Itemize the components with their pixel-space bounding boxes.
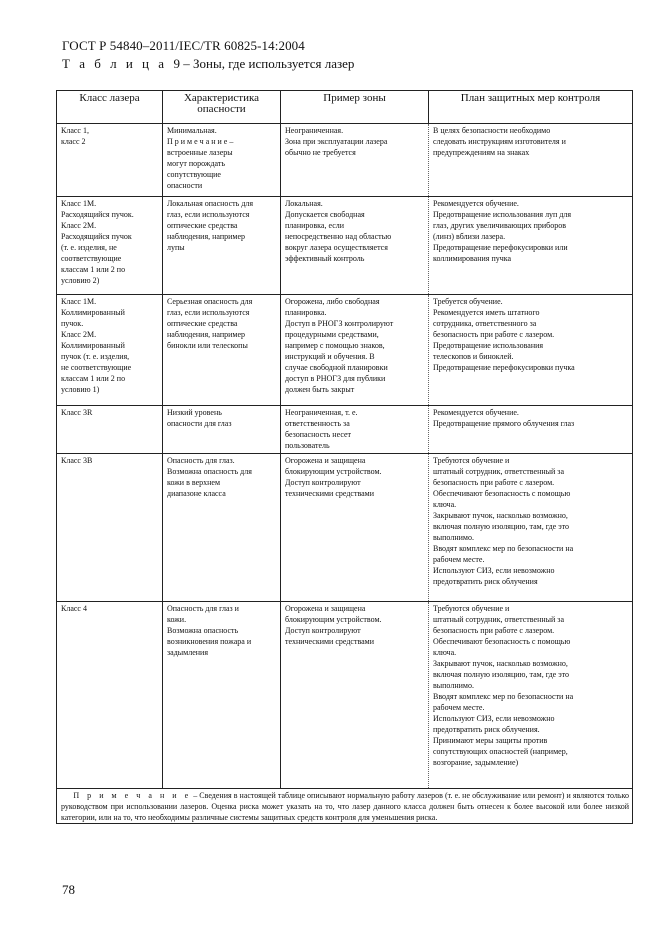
cell-line: Класс 2М. xyxy=(61,221,97,230)
cell-line: наблюдения, например xyxy=(167,232,246,241)
cell-line: сотрудника, ответственного за xyxy=(433,319,537,328)
table-note-row xyxy=(57,789,633,824)
cell-line: Предотвращение использования xyxy=(433,341,544,350)
cell-laser-class xyxy=(57,295,163,406)
cell-line: ключа. xyxy=(433,648,457,657)
cell-line: встроенные лазеры xyxy=(167,148,233,157)
cell-line: Класс 1М. xyxy=(61,297,97,306)
cell-line: опасности xyxy=(167,181,203,190)
cell-line: техническими средствами xyxy=(285,489,375,498)
cell-line: Рекомендуется обучение. xyxy=(433,408,519,417)
cell-control-plan xyxy=(429,454,633,602)
cell-line: непосредственно над областью xyxy=(285,232,392,241)
cell-line: штатный сотрудник, ответственный за xyxy=(433,615,565,624)
cell-line: Расходящийся пучок. xyxy=(61,210,134,219)
cell-line: Доступ в РНОГЗ контролируют xyxy=(285,319,394,328)
cell-line: диапазоне класса xyxy=(167,489,226,498)
cell-line: Низкий уровень xyxy=(167,408,222,417)
cell-line: соответствующие xyxy=(61,254,122,263)
cell-line: сопутствующих опасностей (например, xyxy=(433,747,568,756)
table-caption xyxy=(62,56,622,72)
cell-line: В целях безопасности необходимо xyxy=(433,126,551,135)
cell-line: Возможна опасность для xyxy=(167,467,252,476)
table-row xyxy=(57,124,633,197)
cell-line: кожи. xyxy=(167,615,187,624)
cell-line: выполнимо. xyxy=(433,533,474,542)
cell-line: включая полную изоляцию, там, где это xyxy=(433,522,570,531)
cell-line: планировка, если xyxy=(285,221,345,230)
cell-zone-example xyxy=(281,197,429,295)
cell-line: безопасность при работе с лазером. xyxy=(433,626,555,635)
cell-line: пучок (т. е. изделия, xyxy=(61,352,130,361)
cell-line: Опасность для глаз и xyxy=(167,604,239,613)
cell-line: классам 1 или 2 по xyxy=(61,374,126,383)
cell-line: инструкций и обучения. В xyxy=(285,352,375,361)
cell-line: телескопов и биноклей. xyxy=(433,352,514,361)
cell-line: вокруг лазера осуществляется xyxy=(285,243,388,252)
cell-control-plan xyxy=(429,406,633,454)
cell-line: техническими средствами xyxy=(285,637,375,646)
cell-line: Допускается свободная xyxy=(285,210,365,219)
cell-line: пользователь xyxy=(285,441,330,450)
cell-hazard xyxy=(163,295,281,406)
cell-line: глаз, других увеличивающих приборов xyxy=(433,221,567,230)
cell-line: возгорание, задымление) xyxy=(433,758,519,767)
cell-line: Опасность для глаз. xyxy=(167,456,235,465)
cell-line: Требуются обучение и xyxy=(433,456,510,465)
cell-zone-example xyxy=(281,295,429,406)
cell-zone-example xyxy=(281,602,429,789)
cell-hazard xyxy=(163,197,281,295)
cell-line: блокирующим устройством. xyxy=(285,467,382,476)
cell-laser-class xyxy=(57,124,163,197)
cell-line: Обеспечивают безопасность с помощью xyxy=(433,489,571,498)
cell-line: классам 1 или 2 по xyxy=(61,265,126,274)
cell-line: Огорожена и защищена xyxy=(285,456,366,465)
cell-line: задымления xyxy=(167,648,209,657)
table-row xyxy=(57,197,633,295)
cell-line: Неограниченная, т. е. xyxy=(285,408,358,417)
cell-line: условию 2) xyxy=(61,276,100,285)
cell-line: Вводят комплекс мер по безопасности на xyxy=(433,544,574,553)
cell-laser-class xyxy=(57,406,163,454)
cell-line: Огорожена и защищена xyxy=(285,604,366,613)
cell-line: глаз, если используются xyxy=(167,210,250,219)
cell-zone-example xyxy=(281,406,429,454)
cell-control-plan xyxy=(429,295,633,406)
cell-line: Неограниченная. xyxy=(285,126,344,135)
cell-line: коллимирования пучка xyxy=(433,254,512,263)
cell-line: Предотвращение прямого облучения глаз xyxy=(433,419,575,428)
cell-line: пучок. xyxy=(61,319,84,328)
cell-control-plan xyxy=(429,197,633,295)
page-header xyxy=(62,38,622,72)
page-number: 78 xyxy=(62,882,75,897)
column-header-zone-example: Пример зоны xyxy=(281,91,429,124)
cell-line: наблюдения, например xyxy=(167,330,246,339)
cell-line: штатный сотрудник, ответственный за xyxy=(433,467,565,476)
cell-hazard xyxy=(163,602,281,789)
table-row xyxy=(57,406,633,454)
standard-designation: ГОСТ Р 54840–2011/IEC/TR 60825-14:2004 xyxy=(62,38,305,53)
cell-line: П р и м е ч а н и е – xyxy=(167,137,234,146)
cell-line: Класс 4 xyxy=(61,604,87,613)
table-word: Т а б л и ц а xyxy=(62,56,167,71)
cell-line: обычно не требуется xyxy=(285,148,356,157)
cell-line: оптические средства xyxy=(167,319,238,328)
cell-line: (т. е. изделия, не xyxy=(61,243,117,252)
cell-line: Зона при эксплуатации лазера xyxy=(285,137,388,146)
table-note xyxy=(57,789,633,824)
cell-line: Минимальная. xyxy=(167,126,217,135)
cell-line: Обеспечивают безопасность с помощью xyxy=(433,637,571,646)
cell-line: Класс 1, xyxy=(61,126,89,135)
cell-line: Расходящийся пучок xyxy=(61,232,132,241)
cell-line: оптические средства xyxy=(167,221,238,230)
table-row xyxy=(57,602,633,789)
cell-laser-class xyxy=(57,197,163,295)
cell-line: Класс 2М. xyxy=(61,330,97,339)
cell-line: эффективный контроль xyxy=(285,254,365,263)
cell-line: предотвратить риск облучения. xyxy=(433,725,540,734)
cell-hazard xyxy=(163,406,281,454)
cell-line: рабочем месте. xyxy=(433,703,485,712)
cell-line: Рекомендуется иметь штатного xyxy=(433,308,540,317)
cell-line: Доступ контролируют xyxy=(285,626,361,635)
cell-line: планировка. xyxy=(285,308,327,317)
cell-line: Серьезная опасность для xyxy=(167,297,253,306)
cell-line: блокирующим устройством. xyxy=(285,615,382,624)
cell-line: возникновения пожара и xyxy=(167,637,252,646)
cell-line: Рекомендуется обучение. xyxy=(433,199,519,208)
cell-line: опасности для глаз xyxy=(167,419,232,428)
cell-line: Коллимированный xyxy=(61,341,125,350)
cell-laser-class xyxy=(57,602,163,789)
cell-control-plan xyxy=(429,124,633,197)
cell-line: лупы xyxy=(167,243,185,252)
cell-line: класс 2 xyxy=(61,137,86,146)
cell-line: сопутствующие xyxy=(167,170,221,179)
cell-line: (линз) вблизи лазера. xyxy=(433,232,506,241)
column-header-hazard: Характеристика опасности xyxy=(163,91,281,124)
note-text: – Сведения в настоящей таблице описывают нормальную работу лазеров (т. е. не обслуживание или ремонт) и являются только руководством при использовании лазеров. Оценка риска может указать на то, что лазер данного класса должен быть отнесен к более высокой или более низкой категории, или на то, что необходимы различные системы защитных средств контроля для уменьшения риска. xyxy=(61,791,630,822)
cell-line: Используют СИЗ, если невозможно xyxy=(433,714,555,723)
cell-line: включая полную изоляцию, там, где это xyxy=(433,670,570,679)
cell-hazard xyxy=(163,124,281,197)
cell-line: случае свободной планировки xyxy=(285,363,388,372)
cell-line: Доступ контролируют xyxy=(285,478,361,487)
cell-line: ответственность за xyxy=(285,419,350,428)
cell-line: предотвратить риск облучения xyxy=(433,577,538,586)
cell-line: Класс 3В xyxy=(61,456,93,465)
cell-line: Локальная. xyxy=(285,199,323,208)
table-title: – Зоны, где используется лазер xyxy=(180,56,355,71)
cell-line: Закрывают пучок, насколько возможно, xyxy=(433,511,568,520)
cell-line: должен быть закрыт xyxy=(285,385,355,394)
cell-line: могут порождать xyxy=(167,159,226,168)
cell-line: Возможна опасность xyxy=(167,626,239,635)
cell-line: Предотвращение использования луп для xyxy=(433,210,572,219)
cell-line: Требуются обучение и xyxy=(433,604,510,613)
cell-line: условию 1) xyxy=(61,385,100,394)
table-row xyxy=(57,295,633,406)
table-number: 9 xyxy=(173,56,180,71)
cell-line: Локальная опасность для xyxy=(167,199,254,208)
cell-line: Класс 1М. xyxy=(61,199,97,208)
cell-control-plan xyxy=(429,602,633,789)
cell-line: Требуется обучение. xyxy=(433,297,503,306)
cell-line: Класс 3R xyxy=(61,408,93,417)
cell-line: Огорожена, либо свободная xyxy=(285,297,380,306)
cell-line: следовать инструкциям изготовителя и xyxy=(433,137,566,146)
cell-zone-example xyxy=(281,454,429,602)
cell-line: Коллимированный xyxy=(61,308,125,317)
cell-laser-class xyxy=(57,454,163,602)
cell-hazard xyxy=(163,454,281,602)
cell-line: Принимают меры защиты против xyxy=(433,736,548,745)
cell-line: не соответствующие xyxy=(61,363,132,372)
cell-line: бинокли или телескопы xyxy=(167,341,248,350)
note-label: П р и м е ч а н и е xyxy=(73,791,192,800)
cell-line: например с помощью знаков, xyxy=(285,341,385,350)
column-header-control-plan: План защитных мер контроля xyxy=(429,91,633,124)
cell-line: процедурными средствами, xyxy=(285,330,379,339)
column-header-laser-class: Класс лазера xyxy=(57,91,163,124)
cell-line: Предотвращение перефокусировки пучка xyxy=(433,363,575,372)
cell-line: ключа. xyxy=(433,500,457,509)
cell-line: безопасность при работе с лазером. xyxy=(433,330,555,339)
cell-line: кожи в верхнем xyxy=(167,478,221,487)
cell-line: Закрывают пучок, насколько возможно, xyxy=(433,659,568,668)
cell-line: безопасность несет xyxy=(285,430,352,439)
table-header-row xyxy=(57,91,633,124)
cell-line: рабочем месте. xyxy=(433,555,485,564)
cell-line: доступ в РНОГЗ для публики xyxy=(285,374,386,383)
cell-line: Вводят комплекс мер по безопасности на xyxy=(433,692,574,701)
cell-line: выполнимо. xyxy=(433,681,474,690)
cell-zone-example xyxy=(281,124,429,197)
cell-line: глаз, если используются xyxy=(167,308,250,317)
cell-line: Используют СИЗ, если невозможно xyxy=(433,566,555,575)
cell-line: безопасность при работе с лазером. xyxy=(433,478,555,487)
cell-line: Предотвращение перефокусировки или xyxy=(433,243,568,252)
laser-zones-table xyxy=(56,90,633,824)
table-row xyxy=(57,454,633,602)
cell-line: предупреждениям на знаках xyxy=(433,148,530,157)
